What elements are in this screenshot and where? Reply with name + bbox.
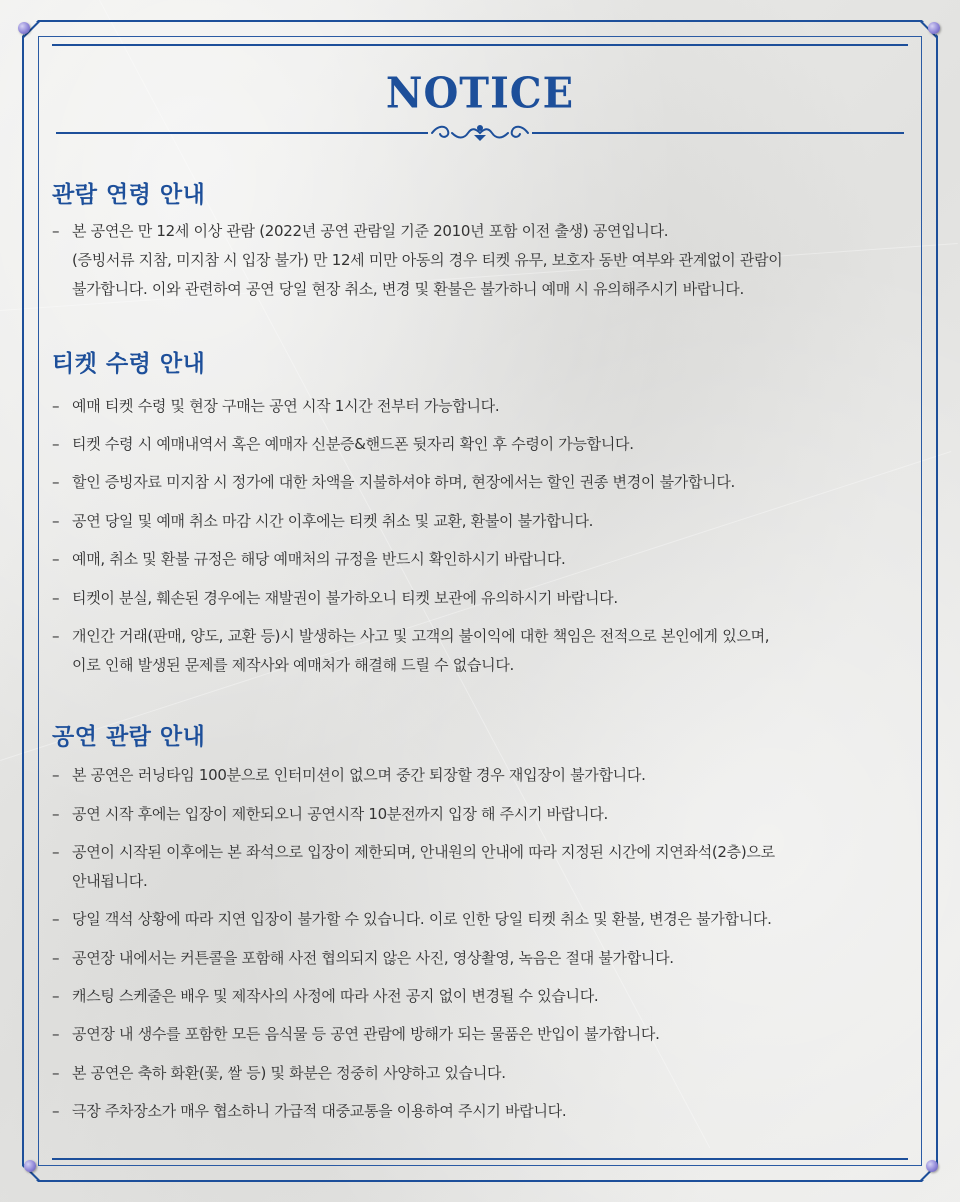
bullet-dash: – bbox=[52, 910, 60, 928]
title-rule bbox=[532, 132, 904, 134]
thumbtack-icon bbox=[24, 1160, 36, 1172]
bullet-dash: – bbox=[52, 397, 60, 415]
bullet-dash: – bbox=[52, 1064, 60, 1082]
notice-text-line: 티켓 수령 시 예매내역서 혹은 예매자 신분증&핸드폰 뒷자리 확인 후 수령이 가능합니다. bbox=[72, 435, 634, 453]
notice-item bbox=[52, 392, 912, 421]
notice-text-line: 본 공연은 러닝타임 100분으로 인터미션이 없으며 중간 퇴장할 경우 재입장이 불가합니다. bbox=[72, 766, 646, 784]
notice-text-line: 불가합니다. 이와 관련하여 공연 당일 현장 취소, 변경 및 환불은 불가하니 예매 시 유의해주시기 바랍니다. bbox=[72, 280, 744, 298]
notice-text-line: 개인간 거래(판매, 양도, 교환 등)시 발생하는 사고 및 고객의 불이익에 대한 책임은 전적으로 본인에게 있으며, bbox=[72, 627, 770, 645]
bullet-dash: – bbox=[52, 766, 60, 784]
notice-item bbox=[52, 761, 912, 790]
notice-text-line: 공연 시작 후에는 입장이 제한되오니 공연시작 10분전까지 입장 해 주시기 바랍니다. bbox=[72, 805, 608, 823]
notice-item bbox=[52, 584, 912, 613]
notice-text-line: 극장 주차장소가 매우 협소하니 가급적 대중교통을 이용하여 주시기 바랍니다. bbox=[72, 1102, 567, 1120]
thumbtack-icon bbox=[18, 22, 30, 34]
bottom-rule bbox=[52, 1158, 908, 1160]
notice-text-line: 당일 객석 상황에 따라 지연 입장이 불가할 수 있습니다. 이로 인한 당일 티켓 취소 및 환불, 변경은 불가합니다. bbox=[72, 910, 772, 928]
notice-item bbox=[52, 507, 912, 536]
bullet-dash: – bbox=[52, 1102, 60, 1120]
thumbtack-icon bbox=[928, 22, 940, 34]
notice-item bbox=[52, 468, 912, 497]
notice-item bbox=[52, 982, 912, 1011]
ornament-flourish-icon bbox=[428, 121, 532, 145]
bullet-dash: – bbox=[52, 627, 60, 645]
top-rule bbox=[52, 44, 908, 46]
notice-item bbox=[52, 430, 912, 459]
bullet-dash: – bbox=[52, 805, 60, 823]
title-rule bbox=[56, 132, 428, 134]
notice-item bbox=[52, 944, 912, 973]
notice-text-line: 이로 인해 발생된 문제를 제작사와 예매처가 해결해 드릴 수 없습니다. bbox=[72, 656, 515, 674]
bullet-dash: – bbox=[52, 843, 60, 861]
bullet-dash: – bbox=[52, 949, 60, 967]
notice-text-line: 캐스팅 스케줄은 배우 및 제작사의 사정에 따라 사전 공지 없이 변경될 수 있습니다. bbox=[72, 987, 599, 1005]
section-heading: 관람 연령 안내 bbox=[52, 181, 206, 208]
section-heading: 티켓 수령 안내 bbox=[52, 350, 206, 377]
notice-item bbox=[52, 800, 912, 829]
notice-item bbox=[52, 1020, 912, 1049]
bullet-dash: – bbox=[52, 987, 60, 1005]
notice-text-line: 공연 당일 및 예매 취소 마감 시간 이후에는 티켓 취소 및 교환, 환불이 불가합니다. bbox=[72, 512, 594, 530]
bullet-dash: – bbox=[52, 589, 60, 607]
bullet-dash: – bbox=[52, 550, 60, 568]
notice-text-line: 공연장 내 생수를 포함한 모든 음식물 등 공연 관람에 방해가 되는 물품은 반입이 불가합니다. bbox=[72, 1025, 660, 1043]
bullet-dash: – bbox=[52, 1025, 60, 1043]
bullet-dash: – bbox=[52, 435, 60, 453]
notice-text-line: 안내됩니다. bbox=[72, 872, 148, 890]
notice-item bbox=[52, 217, 912, 304]
bullet-dash: – bbox=[52, 473, 60, 491]
notice-text-line: 할인 증빙자료 미지참 시 정가에 대한 차액을 지불하셔야 하며, 현장에서는 할인 권종 변경이 불가합니다. bbox=[72, 473, 736, 491]
notice-item bbox=[52, 838, 912, 896]
notice-text-line: 본 공연은 축하 화환(꽃, 쌀 등) 및 화분은 정중히 사양하고 있습니다. bbox=[72, 1064, 506, 1082]
notice-item bbox=[52, 1059, 912, 1088]
page-title: NOTICE bbox=[385, 68, 575, 119]
section-heading: 공연 관람 안내 bbox=[52, 723, 206, 750]
bullet-dash: – bbox=[52, 512, 60, 530]
thumbtack-icon bbox=[926, 1160, 938, 1172]
notice-item bbox=[52, 905, 912, 934]
bullet-dash: – bbox=[52, 222, 60, 240]
notice-item bbox=[52, 545, 912, 574]
notice-text-line: 예매 티켓 수령 및 현장 구매는 공연 시작 1시간 전부터 가능합니다. bbox=[72, 397, 500, 415]
notice-text-line: 본 공연은 만 12세 이상 관람 (2022년 공연 관람일 기준 2010년 포함 이전 출생) 공연입니다. bbox=[72, 222, 669, 240]
notice-item bbox=[52, 622, 912, 680]
notice-text-line: 티켓이 분실, 훼손된 경우에는 재발권이 불가하오니 티켓 보관에 유의하시기 바랍니다. bbox=[72, 589, 618, 607]
notice-text-line: (증빙서류 지참, 미지참 시 입장 불가) 만 12세 미만 아동의 경우 티켓 유무, 보호자 동반 여부와 관계없이 관람이 bbox=[72, 251, 783, 269]
notice-text-line: 공연장 내에서는 커튼콜을 포함해 사전 협의되지 않은 사진, 영상촬영, 녹음은 절대 불가합니다. bbox=[72, 949, 674, 967]
notice-text-line: 공연이 시작된 이후에는 본 좌석으로 입장이 제한되며, 안내원의 안내에 따라 지정된 시간에 지연좌석(2층)으로 bbox=[72, 843, 775, 861]
notice-text-line: 예매, 취소 및 환불 규정은 해당 예매처의 규정을 반드시 확인하시기 바랍니다. bbox=[72, 550, 566, 568]
notice-item bbox=[52, 1097, 912, 1126]
